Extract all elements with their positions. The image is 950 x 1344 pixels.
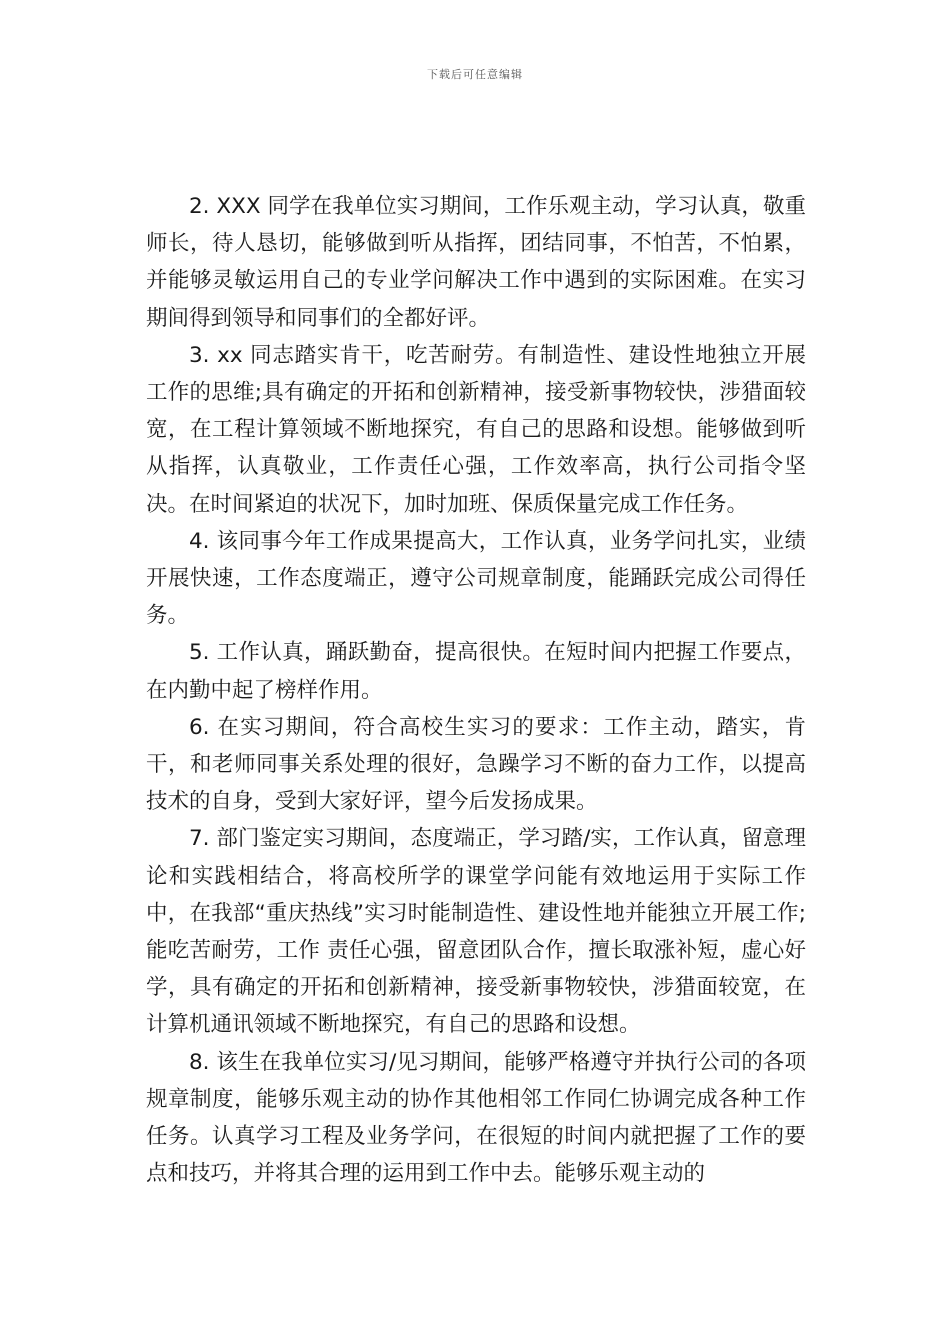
paragraph-8: 8. 该生在我单位实习/见习期间，能够严格遵守并执行公司的各项规章制度，能够乐观主动的协作其他相邻工作同仁协调完成各种工作任务。认真学习工程及业务学问，在很短的时间内就把握了工作的要点和技巧，并将其合理的运用到工作中去。能够乐观主动的 bbox=[146, 1049, 806, 1187]
header-note: 下载后可任意编辑 bbox=[427, 68, 523, 81]
paragraph-5: 5. 工作认真，踊跃勤奋，提高很快。在短时间内把握工作要点，在内勤中起了榜样作用。 bbox=[146, 640, 806, 703]
paragraph-3: 3. xx 同志踏实肯干，吃苦耐劳。有制造性、建设性地独立开展工作的思维;具有确定的开拓和创新精神，接受新事物较快，涉猎面较宽，在工程计算领域不断地探究，有自己的思路和设想。能够做到听从指挥，认真敬业，工作责任心强，工作效率高，执行公司指令坚决。在时间紧迫的状况下，加时加班、保质保量完成工作任务。 bbox=[146, 342, 806, 517]
paragraph-7: 7. 部门鉴定实习期间，态度端正，学习踏/实，工作认真，留意理论和实践相结合，将高校所学的课堂学问能有效地运用于实际工作中，在我部“重庆热线”实习时能制造性、建设性地并能独立开展工作;能吃苦耐劳，工作 责任心强，留意团队合作，擅长取涨补短，虚心好学，具有确定的开拓和创新精神，接受新事物较快，涉猎面较宽，在计算机通讯领域不断地探究，有自己的思路和设想。 bbox=[146, 826, 806, 1038]
paragraph-2: 2. XXX 同学在我单位实习期间，工作乐观主动，学习认真，敬重师长，待人恳切，能够做到听从指挥，团结同事，不怕苦，不怕累，并能够灵敏运用自己的专业学问解决工作中遇到的实际困难。在实习期间得到领导和同事们的全都好评。 bbox=[146, 194, 806, 331]
paragraph-4: 4. 该同事今年工作成果提高大，工作认真，业务学问扎实，业绩开展快速，工作态度端正，遵守公司规章制度，能踊跃完成公司得任务。 bbox=[146, 528, 806, 629]
document-body bbox=[146, 188, 806, 1192]
paragraph-6: 6. 在实习期间，符合高校生实习的要求：工作主动，踏实，肯干，和老师同事关系处理的很好，急躁学习不断的奋力工作，以提高技术的自身，受到大家好评，望今后发扬成果。 bbox=[146, 714, 806, 815]
